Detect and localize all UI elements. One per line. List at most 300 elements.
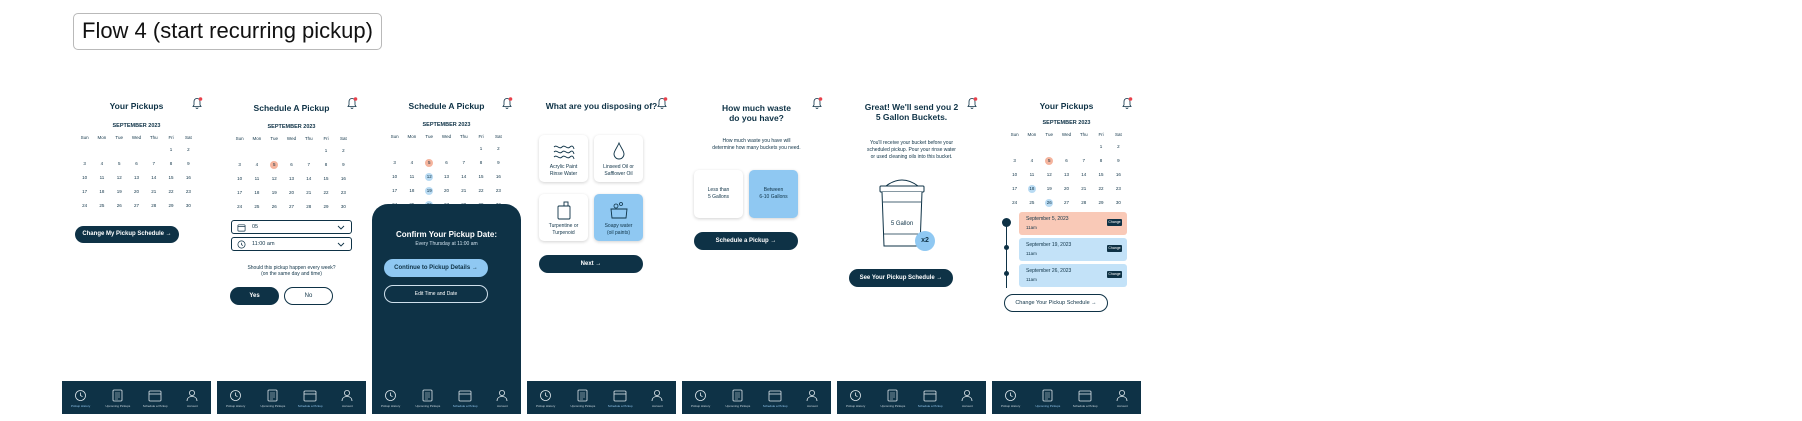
calendar-day[interactable]	[421, 173, 438, 181]
calendar-icon	[458, 389, 472, 402]
calendar-icon	[303, 389, 317, 402]
nav-item-document[interactable]	[566, 389, 600, 408]
calendar-day[interactable]	[300, 175, 317, 183]
calendar-day[interactable]	[300, 161, 317, 169]
calendar-day[interactable]	[180, 202, 197, 210]
weekday-header: Sat	[339, 136, 347, 141]
calendar-day-number: 23	[185, 189, 191, 194]
nav-item-history[interactable]	[374, 389, 408, 408]
calendar-icon	[613, 389, 627, 402]
calendar-day[interactable]	[1041, 199, 1058, 207]
weekday-header: Mon	[1027, 132, 1037, 137]
calendar-day[interactable]	[438, 187, 455, 195]
nav-item-history[interactable]	[219, 389, 253, 408]
calendar-day	[283, 147, 300, 155]
calendar-day[interactable]	[1058, 157, 1075, 165]
nav-item-calendar[interactable]	[293, 389, 327, 408]
tile-label: Rinse Water	[549, 170, 578, 177]
calendar-day-number: 13	[288, 176, 294, 181]
weekday-header: Fri	[478, 134, 484, 139]
calendar-day-number: 2	[187, 147, 190, 152]
account-icon	[961, 389, 973, 402]
calendar-day-number: 13	[443, 174, 449, 179]
solvent-can-icon	[555, 200, 573, 220]
chevron-down-icon	[337, 223, 345, 231]
calendar-day[interactable]	[335, 203, 352, 211]
calendar-day-number: 4	[410, 160, 414, 165]
nav-item-calendar[interactable]	[448, 389, 482, 408]
calendar-day[interactable]	[1041, 185, 1058, 193]
weekday-header: Mon	[407, 134, 417, 139]
calendar-day[interactable]	[472, 159, 489, 167]
calendar-day[interactable]	[231, 175, 248, 183]
calendar-day[interactable]	[128, 174, 145, 182]
calendar-day-number: 12	[116, 175, 122, 180]
calendar-day[interactable]	[76, 174, 93, 182]
weekday-header: Sun	[235, 136, 244, 141]
calendar-day-number: 2	[497, 146, 500, 151]
calendar-day[interactable]	[1110, 199, 1127, 207]
calendar-day[interactable]	[145, 160, 162, 168]
calendar-day[interactable]	[1006, 199, 1023, 207]
calendar-day[interactable]	[76, 160, 93, 168]
nav-label: Account	[651, 404, 663, 408]
weekday-header: Tue	[1045, 132, 1053, 137]
calendar-day	[300, 147, 317, 155]
weekday-header: Thu	[1079, 132, 1088, 137]
nav-label: Pickup History	[71, 404, 91, 408]
calendar-day[interactable]	[317, 147, 334, 155]
calendar-day[interactable]	[283, 161, 300, 169]
screen-disposal-type	[527, 88, 676, 414]
screen-confirm-date	[372, 88, 521, 414]
calendar-day-number: 11	[1029, 172, 1035, 177]
calendar-day[interactable]	[1023, 185, 1040, 193]
calendar-day[interactable]	[266, 175, 283, 183]
calendar-day[interactable]	[162, 202, 179, 210]
calendar-day[interactable]	[248, 161, 265, 169]
calendar-day-number: 18	[99, 189, 105, 194]
yes-button[interactable]: Yes	[230, 287, 279, 305]
no-button[interactable]: No	[284, 287, 333, 305]
nav-item-calendar[interactable]	[913, 389, 947, 408]
weekday-header: Sun	[1010, 132, 1019, 137]
calendar-day[interactable]	[111, 188, 128, 196]
bottom-nav	[682, 381, 831, 414]
calendar-day[interactable]	[1110, 185, 1127, 193]
nav-item-calendar[interactable]	[603, 389, 637, 408]
calendar-day[interactable]	[1110, 143, 1127, 151]
calendar-day[interactable]	[317, 189, 334, 197]
calendar-day-number: 4	[1030, 158, 1034, 163]
nav-item-document[interactable]	[411, 389, 445, 408]
calendar-day[interactable]	[403, 187, 420, 195]
calendar-day[interactable]	[472, 173, 489, 181]
calendar-day[interactable]	[266, 203, 283, 211]
calendar-day[interactable]	[1006, 171, 1023, 179]
calendar-day[interactable]	[248, 175, 265, 183]
calendar-day[interactable]	[266, 189, 283, 197]
calendar-day[interactable]	[93, 188, 110, 196]
calendar-day[interactable]	[1023, 199, 1040, 207]
pickup-time: 11am	[1026, 277, 1037, 282]
history-icon	[229, 389, 242, 402]
nav-label: Upcoming Pickups	[260, 404, 286, 408]
calendar-icon	[148, 389, 162, 402]
date-value: 05	[252, 224, 259, 230]
calendar-day[interactable]	[76, 188, 93, 196]
calendar-day[interactable]	[180, 160, 197, 168]
continue-button[interactable]: Continue to Pickup Details →	[384, 259, 488, 277]
nav-item-account[interactable]	[950, 389, 984, 408]
nav-item-account[interactable]	[795, 389, 829, 408]
weekday-header: Sat	[1114, 132, 1122, 137]
calendar	[1006, 120, 1127, 207]
calendar-day[interactable]	[111, 202, 128, 210]
calendar-day-number: 8	[1099, 158, 1103, 163]
calendar-day-number: 21	[306, 190, 312, 195]
calendar-day[interactable]	[1075, 185, 1092, 193]
calendar-day-number: 6	[445, 160, 448, 165]
calendar-day-number: 12	[426, 174, 432, 179]
nav-label: Upcoming Pickups	[415, 404, 441, 408]
water-waves-icon	[552, 141, 576, 161]
calendar-day[interactable]	[283, 175, 300, 183]
option-less-than-5[interactable]	[694, 170, 743, 218]
screen-your-pickups	[62, 88, 211, 414]
calendar-day[interactable]	[455, 173, 472, 181]
calendar-day[interactable]	[1092, 171, 1109, 179]
calendar-day-number: 27	[288, 204, 294, 209]
calendar-day[interactable]	[317, 203, 334, 211]
calendar-day[interactable]	[490, 159, 507, 167]
nav-item-account[interactable]	[640, 389, 674, 408]
calendar-day[interactable]	[248, 203, 265, 211]
calendar-day[interactable]	[1075, 171, 1092, 179]
calendar-day[interactable]	[1075, 157, 1092, 165]
nav-label: Account	[806, 404, 818, 408]
calendar-day[interactable]	[180, 174, 197, 182]
calendar-day[interactable]	[386, 159, 403, 167]
calendar-day[interactable]	[266, 161, 283, 169]
calendar-day[interactable]	[128, 202, 145, 210]
account-icon	[806, 389, 818, 402]
nav-item-document[interactable]	[721, 389, 755, 408]
nav-item-history[interactable]	[839, 389, 873, 408]
calendar-day[interactable]	[421, 159, 438, 167]
nav-item-account[interactable]	[485, 389, 519, 408]
calendar-day-number: 8	[479, 160, 483, 165]
calendar-day[interactable]	[1110, 157, 1127, 165]
calendar-day[interactable]	[162, 174, 179, 182]
change-button[interactable]: Change	[1108, 220, 1121, 224]
calendar-day-number: 10	[82, 175, 88, 180]
calendar-day[interactable]	[231, 189, 248, 197]
calendar-day	[231, 147, 248, 155]
calendar-day-number: 15	[323, 176, 329, 181]
nav-item-document[interactable]	[256, 389, 290, 408]
calendar-day[interactable]	[128, 160, 145, 168]
calendar-day-number: 30	[185, 203, 191, 208]
document-icon	[577, 389, 588, 402]
nav-label: Schedule a Pickup	[607, 404, 633, 408]
calendar-day[interactable]	[145, 188, 162, 196]
calendar-day-number: 4	[255, 162, 259, 167]
calendar-day[interactable]	[283, 189, 300, 197]
calendar-day[interactable]	[300, 189, 317, 197]
calendar-day-number: 22	[478, 188, 484, 193]
calendar-day[interactable]	[490, 187, 507, 195]
calendar-day[interactable]	[1058, 185, 1075, 193]
calendar-day[interactable]	[162, 160, 179, 168]
calendar-day[interactable]	[335, 161, 352, 169]
tile-linseed-oil[interactable]	[594, 135, 643, 182]
change-button[interactable]: Change	[1108, 272, 1121, 276]
tile-label: (oil paints)	[606, 229, 631, 236]
pickup-card	[1019, 264, 1127, 287]
calendar-day[interactable]	[111, 160, 128, 168]
calendar-day-number: 10	[392, 174, 398, 179]
calendar-day[interactable]	[1092, 157, 1109, 165]
calendar-day[interactable]	[111, 174, 128, 182]
calendar-day[interactable]	[317, 175, 334, 183]
calendar-day-number: 5	[425, 159, 433, 167]
calendar-day[interactable]	[180, 188, 197, 196]
tile-soapy-water[interactable]	[594, 194, 643, 241]
calendar-day[interactable]	[472, 145, 489, 153]
next-button[interactable]: Next →	[539, 255, 643, 273]
calendar-day-number: 19	[116, 189, 122, 194]
calendar-day[interactable]	[93, 174, 110, 182]
page-title: What are you disposing of?	[545, 101, 658, 111]
nav-item-history[interactable]	[684, 389, 718, 408]
calendar-day-number: 4	[100, 161, 104, 166]
page-title: Great! We'll send you 2	[864, 102, 959, 112]
weekday-header: Sun	[80, 135, 89, 140]
calendar-day[interactable]	[1041, 171, 1058, 179]
calendar-day[interactable]	[180, 146, 197, 154]
calendar-month: SEPTEMBER 2023	[422, 122, 471, 128]
account-icon	[186, 389, 198, 402]
tile-label: Soapy water	[604, 223, 633, 229]
nav-label: Upcoming Pickups	[105, 404, 131, 408]
nav-item-calendar[interactable]	[138, 389, 172, 408]
tile-label: Turpentine or	[548, 223, 579, 229]
calendar-day	[421, 145, 438, 153]
calendar-day[interactable]	[403, 173, 420, 181]
calendar-day-number: 23	[340, 190, 346, 195]
nav-label: Upcoming Pickups	[880, 404, 906, 408]
calendar-day[interactable]	[1023, 157, 1040, 165]
oil-drop-icon	[612, 141, 626, 161]
page-title: Your Pickups	[1039, 101, 1094, 111]
soap-bucket-icon	[608, 200, 630, 220]
nav-item-history[interactable]	[64, 389, 98, 408]
nav-label: Account	[341, 404, 353, 408]
schedule-pickup-button[interactable]: Schedule a Pickup →	[694, 232, 798, 250]
calendar-day[interactable]	[490, 145, 507, 153]
calendar-icon	[923, 389, 937, 402]
calendar-day[interactable]	[93, 202, 110, 210]
calendar-day-number: 15	[1098, 172, 1104, 177]
calendar-day-number: 16	[1115, 172, 1121, 177]
nav-item-document[interactable]	[876, 389, 910, 408]
document-icon	[267, 389, 278, 402]
calendar-day[interactable]	[455, 187, 472, 195]
calendar-day-number: 28	[151, 203, 157, 208]
calendar-day[interactable]	[386, 187, 403, 195]
calendar-day	[403, 145, 420, 153]
calendar-day[interactable]	[76, 202, 93, 210]
calendar-day[interactable]	[1075, 199, 1092, 207]
nav-item-account[interactable]	[175, 389, 209, 408]
history-icon	[1004, 389, 1017, 402]
timeline-line	[1006, 222, 1007, 288]
document-icon	[112, 389, 123, 402]
calendar-day[interactable]	[1006, 157, 1023, 165]
calendar-day-number: 10	[1012, 172, 1018, 177]
calendar-day[interactable]	[403, 159, 420, 167]
subtitle-line2: scheduled pickup. Pour your rinse water	[867, 147, 956, 153]
weekday-header: Thu	[304, 136, 313, 141]
calendar-day[interactable]	[145, 202, 162, 210]
screen-waste-amount	[682, 88, 831, 414]
calendar-day[interactable]	[335, 147, 352, 155]
change-pickup-schedule-button[interactable]: Change My Pickup Schedule →	[75, 226, 179, 243]
calendar-day-number: 21	[1081, 186, 1087, 191]
edit-time-button[interactable]: Edit Time and Date	[384, 285, 488, 303]
calendar-day-number: 29	[168, 203, 174, 208]
calendar-day[interactable]	[128, 188, 145, 196]
nav-item-calendar[interactable]	[758, 389, 792, 408]
date-dropdown[interactable]	[231, 220, 352, 234]
calendar-day-number: 15	[478, 174, 484, 179]
screen-schedule-pickup	[217, 88, 366, 414]
nav-label: Schedule a Pickup	[917, 404, 943, 408]
calendar-day-number: 24	[237, 204, 243, 209]
calendar-day-number: 7	[152, 161, 156, 166]
weekday-header: Sat	[494, 134, 502, 139]
calendar-day[interactable]	[490, 173, 507, 181]
calendar-day[interactable]	[1092, 143, 1109, 151]
calendar-day	[111, 146, 128, 154]
calendar-day[interactable]	[455, 159, 472, 167]
pickup-date: September 5, 2023	[1026, 216, 1069, 222]
calendar-day[interactable]	[438, 173, 455, 181]
calendar-day[interactable]	[231, 161, 248, 169]
subtitle-line3: or used cleaning oils into this bucket.	[870, 154, 953, 160]
account-icon	[1116, 389, 1128, 402]
weekday-header: Thu	[149, 135, 158, 140]
calendar-day[interactable]	[1110, 171, 1127, 179]
calendar-day[interactable]	[162, 146, 179, 154]
weekday-header: Fri	[1098, 132, 1104, 137]
calendar-day	[1006, 143, 1023, 151]
tile-turpentine[interactable]	[539, 194, 588, 241]
calendar-day-number: 9	[497, 160, 500, 165]
calendar-day[interactable]	[93, 160, 110, 168]
calendar-day-number: 9	[187, 161, 190, 166]
calendar-day[interactable]	[421, 187, 438, 195]
calendar-day[interactable]	[335, 175, 352, 183]
sheet-title: Confirm Your Pickup Date:	[395, 230, 498, 239]
nav-item-history[interactable]	[994, 389, 1028, 408]
weekday-header: Fri	[168, 135, 174, 140]
history-icon	[539, 389, 552, 402]
nav-item-calendar[interactable]	[1068, 389, 1102, 408]
calendar-day[interactable]	[145, 174, 162, 182]
change-pickup-schedule-button[interactable]: Change Your Pickup Schedule →	[1004, 294, 1108, 312]
screen-bucket-confirmation	[837, 88, 986, 414]
calendar-day-number: 7	[462, 160, 466, 165]
calendar-day-number: 28	[1081, 200, 1087, 205]
nav-item-account[interactable]	[1105, 389, 1139, 408]
option-6-to-10[interactable]	[749, 170, 798, 218]
calendar-day[interactable]	[386, 173, 403, 181]
nav-item-account[interactable]	[330, 389, 364, 408]
calendar-day[interactable]	[335, 189, 352, 197]
bottom-nav	[527, 381, 676, 414]
calendar-day[interactable]	[1058, 199, 1075, 207]
calendar-day	[386, 145, 403, 153]
calendar-day-number: 22	[168, 189, 174, 194]
calendar-icon	[1078, 389, 1092, 402]
tile-label: Safflower Oil	[604, 170, 633, 177]
bucket-illustration	[874, 176, 930, 250]
nav-item-history[interactable]	[529, 389, 563, 408]
calendar-day[interactable]	[1092, 199, 1109, 207]
tile-label: Acrylic Paint	[549, 164, 578, 170]
calendar-day[interactable]	[283, 203, 300, 211]
pickup-date: September 26, 2023	[1026, 268, 1072, 274]
bottom-nav	[837, 381, 986, 414]
calendar-day[interactable]	[1058, 171, 1075, 179]
calendar-day[interactable]	[231, 203, 248, 211]
weekday-header: Mon	[252, 136, 262, 141]
calendar-day[interactable]	[1023, 171, 1040, 179]
calendar-day-number: 23	[495, 188, 501, 193]
nav-item-document[interactable]	[101, 389, 135, 408]
calendar-day[interactable]	[1041, 157, 1058, 165]
calendar-day[interactable]	[1006, 185, 1023, 193]
tile-acrylic-rinse[interactable]	[539, 135, 588, 182]
calendar-day[interactable]	[472, 187, 489, 195]
document-icon	[422, 389, 433, 402]
weekday-header: Tue	[115, 135, 123, 140]
calendar-day-number: 22	[323, 190, 329, 195]
weekday-header: Fri	[323, 136, 329, 141]
weekday-header: Tue	[270, 136, 278, 141]
calendar-day-number: 18	[409, 188, 415, 193]
calendar-day-number: 25	[1029, 200, 1035, 205]
nav-item-document[interactable]	[1031, 389, 1065, 408]
calendar-day[interactable]	[317, 161, 334, 169]
calendar-day-number: 7	[1082, 158, 1086, 163]
calendar-day[interactable]	[162, 188, 179, 196]
change-button[interactable]: Change	[1108, 246, 1121, 250]
calendar-day[interactable]	[300, 203, 317, 211]
see-pickup-schedule-button[interactable]: See Your Pickup Schedule →	[849, 269, 953, 287]
nav-label: Schedule a Pickup	[1072, 404, 1098, 408]
calendar-day[interactable]	[1092, 185, 1109, 193]
calendar-day-number: 1	[324, 148, 328, 153]
calendar-day[interactable]	[438, 159, 455, 167]
calendar-day-number: 1	[1099, 144, 1103, 149]
calendar-day[interactable]	[248, 189, 265, 197]
time-dropdown[interactable]	[231, 237, 352, 251]
calendar-day-number: 19	[271, 190, 277, 195]
nav-label: Upcoming Pickups	[570, 404, 596, 408]
